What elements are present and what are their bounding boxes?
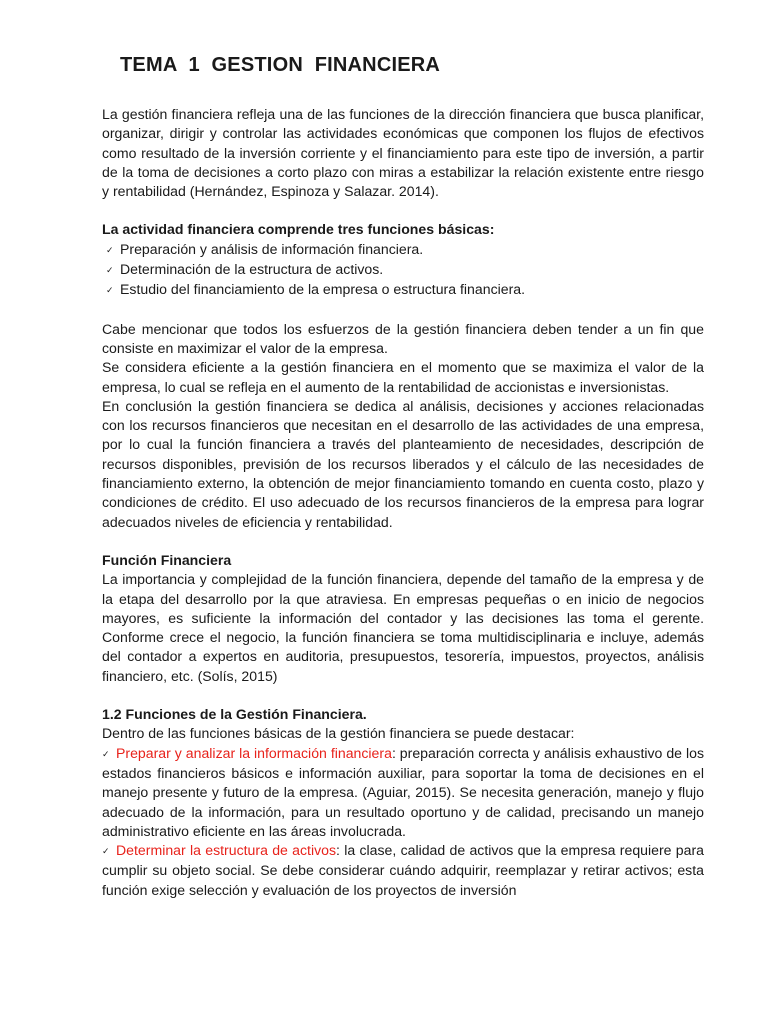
activity-heading: La actividad financiera comprende tres funciones básicas:: [102, 221, 495, 238]
section-12-intro: Dentro de las funciones básicas de la gestión financiera se puede destacar:: [102, 725, 575, 742]
list-item-text: Determinación de la estructura de activos.: [120, 261, 384, 278]
function-item: [102, 841, 704, 900]
list-item: [106, 240, 704, 260]
body-paragraph-1: Cabe mencionar que todos los esfuerzos de la gestión financiera deben tender a un fin que consiste en maximizar el valor de la empresa.: [102, 320, 704, 356]
list-item-text: Preparación y análisis de información financiera.: [120, 240, 424, 257]
section-12-heading: 1.2 Funciones de la Gestión Financiera.: [102, 706, 367, 723]
activity-list: [102, 240, 704, 301]
function-item-text: : preparación correcta y análisis exhaustivo de los estados financieros básicos e información auxiliar, para soportar la toma de decisiones en el manejo presente y futuro de la empresa. (Aguiar, 2015). Se necesita generación, manejo y flujo adecuado de la información, para un resultado oportuno y de calidad, precisando un manejo administrativo eficiente en las áreas involucrada.: [102, 744, 704, 839]
list-item-text: Estudio del financiamiento de la empresa o estructura financiera.: [120, 281, 526, 298]
body-paragraph-2: Se considera eficiente a la gestión financiera en el momento que se maximiza el valor de la empresa, lo cual se refleja en el aumento de la rentabilidad de accionistas e inversionistas.: [102, 359, 704, 395]
function-item-text: : la clase, calidad de activos que la empresa requiere para cumplir su objeto social. Se debe considerar cuándo adquirir, reemplazar y retirar activos; esta función exige selección y evaluación de los proyectos de inversión: [102, 842, 704, 898]
check-icon: ✓: [106, 265, 114, 276]
check-icon: ✓: [106, 285, 114, 296]
check-icon: ✓: [102, 846, 110, 857]
spacer: [102, 532, 704, 551]
funcion-heading: Función Financiera: [102, 551, 232, 568]
function-item: [102, 744, 704, 841]
body-paragraph-3: En conclusión la gestión financiera se dedica al análisis, decisiones y acciones relacionadas con los recursos financieros que necesitan en el desarrollo de las actividades de una empresa, por lo cual la función financiera a través del planteamiento de necesidades, descripción de recursos disponibles, previsión de los recursos liberados y el cálculo de las necesidades de financiamiento externo, la obtención de mejor financiamiento tomando en cuenta costo, plazo y condiciones de crédito. El uso adecuado de los recursos financieros de la empresa para lograr adecuados niveles de eficiencia y rentabilidad.: [102, 397, 704, 530]
list-item: [106, 260, 704, 280]
function-item-label: Determinar la estructura de activos: [116, 842, 337, 859]
check-icon: ✓: [106, 244, 114, 255]
spacer: [102, 301, 704, 320]
spacer: [102, 686, 704, 705]
spacer: [102, 201, 704, 220]
function-item-label: Preparar y analizar la información financiera: [116, 744, 392, 761]
page-title: TEMA 1 GESTION FINANCIERA: [120, 54, 441, 76]
list-item: [106, 280, 704, 300]
intro-paragraph: La gestión financiera refleja una de las funciones de la dirección financiera que busca planificar, organizar, dirigir y controlar las actividades económicas que componen los flujos de efectivos como resultado de la inversión corriente y el financiamiento para este tipo de inversión, a partir de la toma de decisiones a corto plazo con miras a estabilizar la relación existente entre riesgo y rentabilidad (Hernández, Espinoza y Salazar. 2014).: [102, 106, 704, 200]
check-icon: ✓: [102, 748, 110, 759]
funcion-paragraph: La importancia y complejidad de la función financiera, depende del tamaño de la empresa y de la etapa del desarrollo por la que atraviesa. En empresas pequeñas o en inicio de negocios mayores, es suficiente la información del contador y las decisiones las toma el gerente. Conforme crece el negocio, la función financiera se toma multidisciplinaria e incluye, además del contador a expertos en auditoria, presupuestos, tesorería, impuestos, proyectos, análisis financiero, etc. (Solís, 2015): [102, 571, 704, 684]
